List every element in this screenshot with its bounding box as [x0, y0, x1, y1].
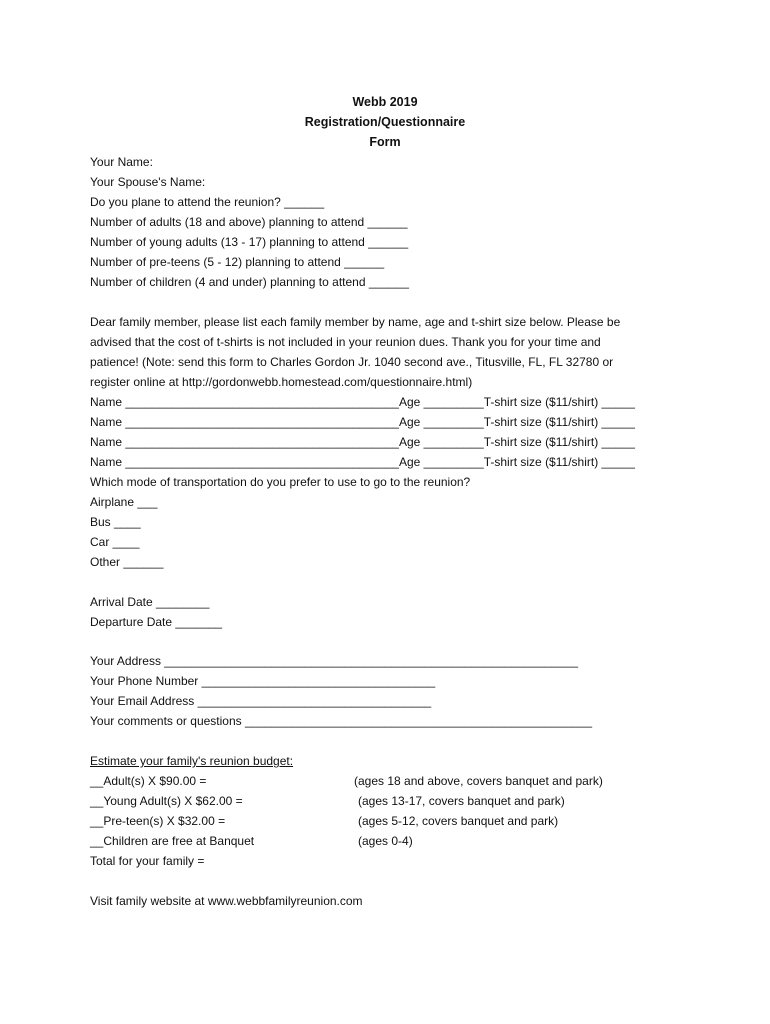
budget-total: Total for your family =: [90, 854, 205, 868]
intro-paragraph-line4: register online at http://gordonwebb.homestead.com/questionnaire.html): [90, 375, 473, 389]
form-title-line1: Webb 2019: [352, 95, 418, 109]
budget-note: (ages 18 and above, covers banquet and park): [354, 774, 603, 788]
member-row: Name _________________________________________Age _________T-shirt size ($11/shirt) _____: [90, 455, 635, 469]
transport-other: Other ______: [90, 555, 164, 569]
member-row: Name _________________________________________Age _________T-shirt size ($11/shirt) _____: [90, 435, 635, 449]
budget-item: __Adult(s) X $90.00 =: [90, 774, 207, 788]
budget-note: (ages 5-12, covers banquet and park): [358, 814, 559, 828]
young-adults-count-question: Number of young adults (13 - 17) planning to attend ______: [90, 235, 409, 249]
transport-question: Which mode of transportation do you prefer to use to go to the reunion?: [90, 475, 471, 489]
comments-field: Your comments or questions ____________________________________________________: [90, 714, 593, 728]
children-count-question: Number of children (4 and under) planning to attend ______: [90, 275, 409, 289]
adults-count-question: Number of adults (18 and above) planning to attend ______: [90, 215, 408, 229]
budget-note: (ages 13-17, covers banquet and park): [358, 794, 565, 808]
intro-paragraph-line2: advised that the cost of t-shirts is not included in your reunion dues. Thank you for your time and: [90, 335, 601, 349]
phone-field: Your Phone Number ___________________________________: [90, 674, 436, 688]
form-title-line2: Registration/Questionnaire: [304, 115, 466, 129]
budget-item: __Young Adult(s) X $62.00 =: [90, 794, 243, 808]
attend-question: Do you plane to attend the reunion? ______: [90, 195, 325, 209]
transport-bus: Bus ____: [90, 515, 141, 529]
transport-airplane: Airplane ___: [90, 495, 158, 509]
your-name-field: Your Name:: [90, 155, 153, 169]
budget-item: __Pre-teen(s) X $32.00 =: [90, 814, 226, 828]
preteens-count-question: Number of pre-teens (5 - 12) planning to attend ______: [90, 255, 385, 269]
budget-item: __Children are free at Banquet: [90, 834, 255, 848]
intro-paragraph-line3: patience! (Note: send this form to Charles Gordon Jr. 1040 second ave., Titusville, FL, FL 32780 or: [90, 355, 614, 369]
website-note: Visit family website at www.webbfamilyreunion.com: [90, 894, 363, 908]
transport-car: Car ____: [90, 535, 140, 549]
email-field: Your Email Address ___________________________________: [90, 694, 432, 708]
budget-heading: Estimate your family's reunion budget:: [90, 754, 294, 768]
form-title-line3: Form: [369, 135, 401, 149]
budget-note: (ages 0-4): [358, 834, 413, 848]
member-row: Name _________________________________________Age _________T-shirt size ($11/shirt) _____: [90, 395, 635, 409]
spouse-name-field: Your Spouse's Name:: [90, 175, 206, 189]
arrival-date-field: Arrival Date ________: [90, 595, 210, 609]
address-field: Your Address ______________________________________________________________: [90, 654, 579, 668]
member-row: Name _________________________________________Age _________T-shirt size ($11/shirt) _____: [90, 415, 635, 429]
departure-date-field: Departure Date _______: [90, 615, 223, 629]
intro-paragraph-line1: Dear family member, please list each family member by name, age and t-shirt size below. Please be: [90, 315, 621, 329]
